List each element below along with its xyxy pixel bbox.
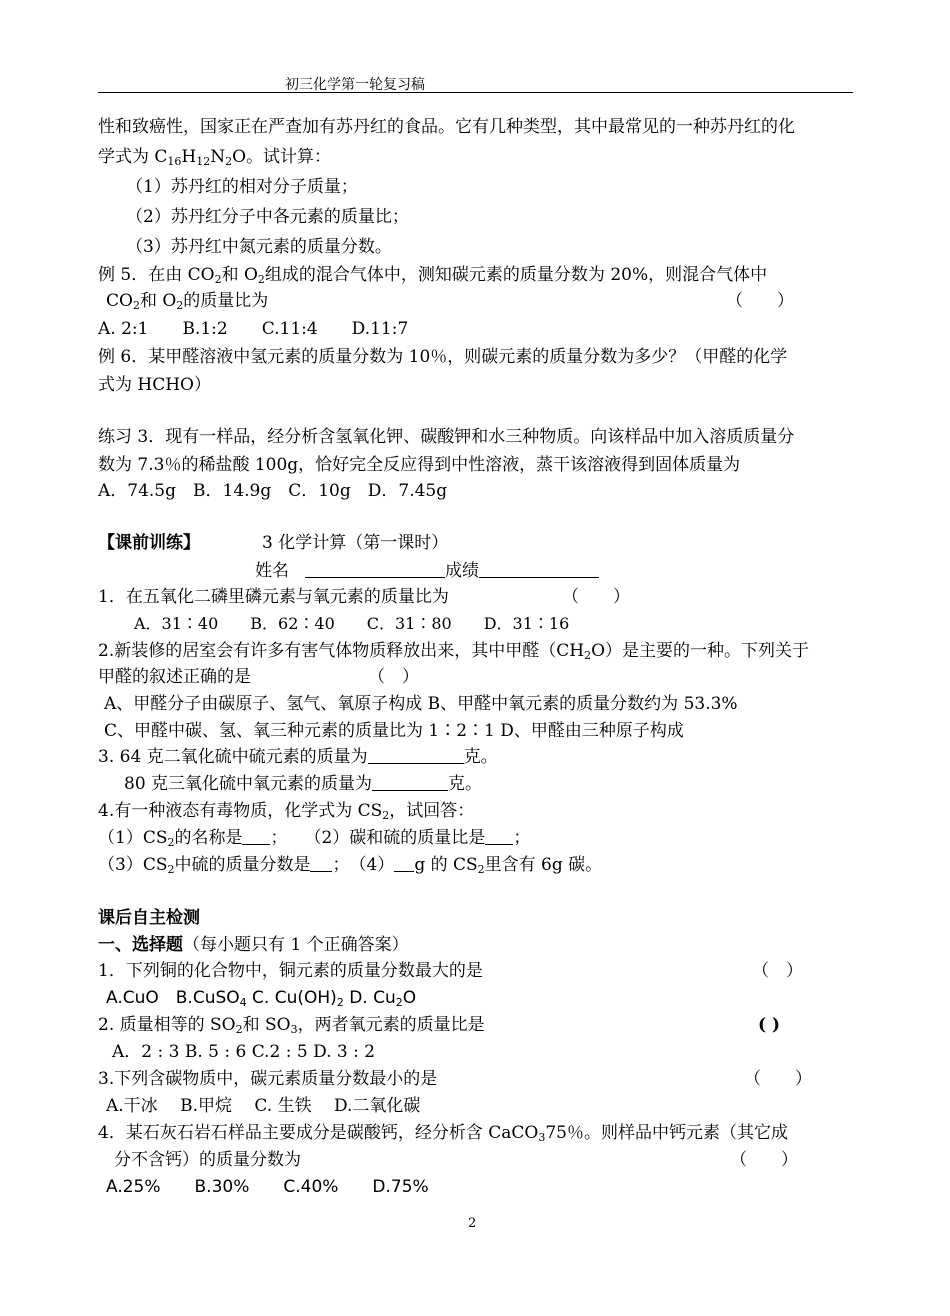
- sc-q3-paren: （ ）: [744, 1069, 812, 1089]
- text: 和 SO: [242, 1015, 291, 1035]
- text: 。试计算：: [246, 147, 332, 167]
- intro-line-1: 性和致癌性，国家正在严查加有苏丹红的食品。它有几种类型，其中最常见的一种苏丹红的化: [98, 117, 795, 137]
- ex5-line-2: [106, 290, 268, 312]
- text: 里含有 6g 碳。: [484, 855, 603, 875]
- pre-q4-line-2: [98, 827, 530, 849]
- sub: 2: [235, 1023, 243, 1036]
- ex6-line-2: 式为 HCHO）: [98, 375, 211, 395]
- text: O: [232, 147, 247, 167]
- sub: 2: [382, 809, 390, 822]
- text: 组成的混合气体中，测知碳元素的质量分数为 20%，则混合气体中: [264, 265, 768, 285]
- name-label: 姓名: [255, 561, 289, 581]
- text: O: [402, 988, 417, 1008]
- sub: 2: [336, 996, 344, 1009]
- answer-blank[interactable]: [310, 855, 332, 872]
- text: 75％。则样品中钙元素（其它成: [545, 1123, 788, 1143]
- text: （1）CS: [98, 828, 168, 848]
- pre-q1-options: A．31∶40 B．62∶40 C．31∶80 D．31∶16: [134, 614, 570, 633]
- text: CO: [106, 291, 133, 311]
- sub: 2: [395, 996, 403, 1009]
- pretraining-heading: 【课前训练】: [98, 533, 200, 553]
- sc-q1: 1．下列铜的化合物中，铜元素的质量分数最大的是: [98, 961, 483, 981]
- sub: 2: [167, 863, 175, 876]
- text: ； （2）碳和硫的质量比是: [270, 828, 486, 848]
- pretraining-title: 3 化学计算（第一课时）: [262, 533, 449, 553]
- sc-q4-options: A.25% B.30% C.40% D.75%: [106, 1177, 429, 1197]
- score-label: 成绩: [445, 561, 479, 581]
- sub: 16: [167, 155, 182, 168]
- text: 80 克三氧化硫中氧元素的质量为: [124, 774, 373, 794]
- sub: 12: [196, 155, 211, 168]
- text: g 的 CS: [414, 855, 478, 875]
- text: 2. 质量相等的 SO: [98, 1015, 236, 1035]
- sub: 4: [239, 996, 247, 1009]
- pre-q2-line-2: 甲醛的叙述正确的是: [98, 667, 251, 687]
- pre-q2-option-cd: C、甲醛中碳、氢、氧三种元素的质量比为 1∶2∶1 D、甲醛由三种原子构成: [104, 721, 684, 741]
- sc-q3-options: A.干冰 B.甲烷 C. 生铁 D.二氧化碳: [106, 1096, 421, 1116]
- text: D. Cu: [343, 988, 396, 1008]
- intro-q3: （3）苏丹红中氮元素的质量分数。: [126, 237, 392, 257]
- text: ，两者氧元素的质量比是: [297, 1015, 485, 1035]
- sc-q2-paren: ( ): [758, 1015, 781, 1035]
- practice3-options: A．74.5g B．14.9g C．10g D．7.45g: [98, 481, 448, 501]
- intro-line-2: [98, 146, 331, 168]
- sub: 2: [257, 273, 265, 286]
- text: 4.有一种液态有毒物质，化学式为 CS: [98, 801, 383, 821]
- text: 例 5．在由 CO: [98, 265, 215, 285]
- pre-q4-line-1: [98, 800, 474, 822]
- pre-q1-paren: （ ）: [562, 587, 630, 607]
- sub: 2: [225, 155, 233, 168]
- text: 的名称是: [174, 828, 243, 848]
- page-header-title: 初三化学第一轮复习稿: [285, 77, 425, 93]
- text: 克。: [448, 774, 483, 794]
- pre-q2-option-ab: A、甲醛分子由碳原子、氢气、氧原子构成 B、甲醛中氧元素的质量分数约为 53.3%: [104, 694, 738, 714]
- pre-q2-line-1: [98, 640, 809, 662]
- header-rule: [98, 92, 853, 93]
- text: C. Cu(OH): [246, 988, 337, 1008]
- sub: 3: [290, 1023, 298, 1036]
- text: O）是主要的一种。下列关于: [591, 641, 809, 661]
- sub: 2: [167, 836, 175, 849]
- score-field[interactable]: [479, 561, 599, 578]
- text: A.CuO B.CuSO: [106, 988, 240, 1008]
- text: H: [181, 147, 197, 167]
- pre-q3-line-2: [124, 773, 482, 795]
- text: ；: [513, 828, 531, 848]
- ex5-options: A. 2:1 B.1:2 C.11:4 D.11:7: [98, 319, 409, 339]
- text: ，试回答：: [389, 801, 475, 821]
- selfcheck-section: [98, 934, 409, 956]
- text: 的质量比为: [183, 291, 269, 311]
- text: ； （4）: [332, 855, 395, 875]
- answer-blank[interactable]: [368, 747, 464, 764]
- text: 一、选择题: [98, 935, 183, 955]
- sc-q3: 3.下列含碳物质中，碳元素质量分数最小的是: [98, 1069, 438, 1089]
- text: 3. 64 克二氧化硫中硫元素的质量为: [98, 747, 368, 767]
- selfcheck-heading: 课后自主检测: [98, 908, 200, 928]
- sc-q4-line-1: [98, 1122, 788, 1144]
- sub: 2: [214, 273, 222, 286]
- sub: 2: [477, 863, 485, 876]
- pre-q3-line-1: [98, 746, 498, 768]
- sc-q2-options: A．2 : 3 B. 5 : 6 C.2 : 5 D. 3 : 2: [112, 1042, 376, 1062]
- page-number: 2: [468, 1216, 477, 1231]
- pre-q1: 1．在五氧化二磷里磷元素与氧元素的质量比为: [98, 587, 449, 607]
- answer-blank[interactable]: [394, 855, 414, 872]
- intro-q2: （2）苏丹红分子中各元素的质量比；: [126, 207, 409, 227]
- text: N: [210, 147, 226, 167]
- answer-blank[interactable]: [242, 828, 270, 845]
- ex5-line-1: [98, 264, 767, 286]
- practice3-line-1: 练习 3．现有一样品，经分析含氢氧化钾、碳酸钾和水三种物质。向该样品中加入溶质质量分: [98, 427, 795, 447]
- ex6-line-1: 例 6．某甲醛溶液中氢元素的质量分数为 10％，则碳元素的质量分数为多少？（甲醛的化学: [98, 347, 788, 367]
- pre-q2-paren: （ ）: [368, 667, 419, 687]
- sc-q1-options: [106, 987, 416, 1009]
- text: （3）CS: [98, 855, 168, 875]
- sub: 2: [132, 299, 140, 312]
- answer-blank[interactable]: [372, 774, 448, 791]
- sc-q4-line-2: 分不含钙）的质量分数为: [114, 1150, 301, 1170]
- name-score-line: [255, 560, 599, 582]
- text: 中硫的质量分数是: [174, 855, 311, 875]
- text: 2.新装修的居室会有许多有害气体物质释放出来，其中甲醛（CH: [98, 641, 585, 661]
- text: 和 O: [139, 291, 177, 311]
- text: 克。: [463, 747, 498, 767]
- name-field[interactable]: [305, 561, 445, 578]
- text: 和 O: [221, 265, 258, 285]
- sc-q1-paren: （ ）: [752, 961, 803, 981]
- pre-q4-line-3: [98, 854, 602, 876]
- sc-q4-paren: （ ）: [730, 1150, 798, 1170]
- text: 4．某石灰石岩石样品主要成分是碳酸钙，经分析含 CaCO: [98, 1123, 539, 1143]
- text: （每小题只有 1 个正确答案）: [183, 935, 409, 955]
- sub: 3: [538, 1131, 546, 1144]
- ex5-answer-paren: （ ）: [726, 291, 794, 311]
- practice3-line-2: 数为 7.3％的稀盐酸 100g，恰好完全反应得到中性溶液，蒸干该溶液得到固体质量为: [98, 455, 741, 475]
- sub: 2: [584, 649, 592, 662]
- sub: 2: [176, 299, 184, 312]
- sc-q2: [98, 1014, 485, 1036]
- answer-blank[interactable]: [485, 828, 513, 845]
- intro-q1: （1）苏丹红的相对分子质量；: [126, 177, 358, 197]
- text: 学式为 C: [98, 147, 168, 167]
